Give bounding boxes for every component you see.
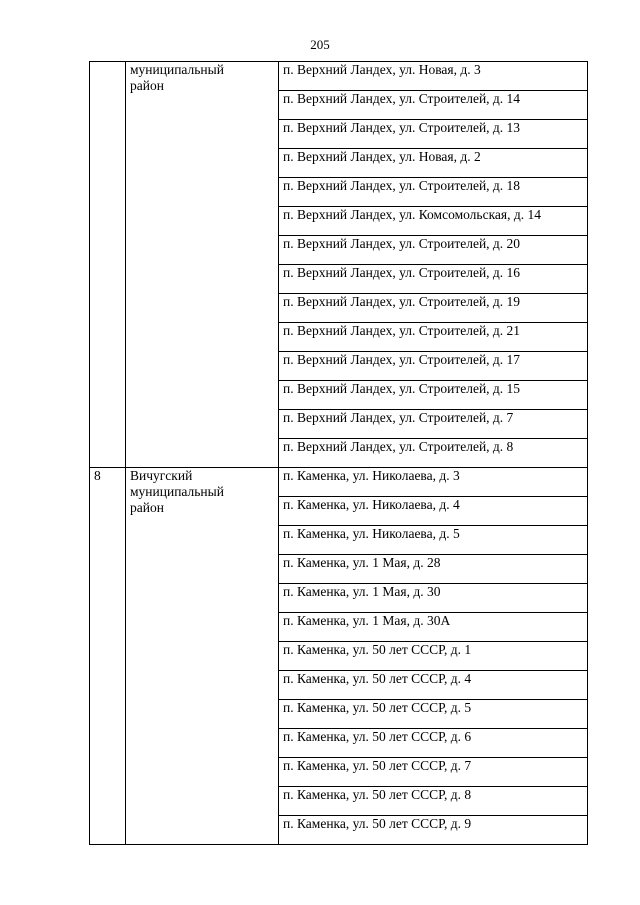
address-cell: п. Верхний Ландех, ул. Строителей, д. 8 <box>279 439 588 468</box>
address-cell: п. Верхний Ландех, ул. Строителей, д. 20 <box>279 236 588 265</box>
address-cell: п. Каменка, ул. 50 лет СССР, д. 7 <box>279 758 588 787</box>
district-name-line: муниципальный <box>130 484 224 499</box>
address-cell: п. Верхний Ландех, ул. Строителей, д. 18 <box>279 178 588 207</box>
address-cell: п. Каменка, ул. 1 Мая, д. 28 <box>279 555 588 584</box>
address-cell: п. Верхний Ландех, ул. Строителей, д. 7 <box>279 410 588 439</box>
address-cell: п. Каменка, ул. 50 лет СССР, д. 4 <box>279 671 588 700</box>
address-cell: п. Каменка, ул. 50 лет СССР, д. 5 <box>279 700 588 729</box>
address-cell: п. Верхний Ландех, ул. Строителей, д. 17 <box>279 352 588 381</box>
address-cell: п. Каменка, ул. 50 лет СССР, д. 8 <box>279 787 588 816</box>
district-cell <box>126 62 279 468</box>
address-cell: п. Верхний Ландех, ул. Строителей, д. 15 <box>279 381 588 410</box>
address-table <box>89 61 588 845</box>
table-row <box>90 468 588 497</box>
address-cell: п. Верхний Ландех, ул. Строителей, д. 21 <box>279 323 588 352</box>
district-name-line: район <box>130 78 164 93</box>
district-name-line: муниципальный <box>130 62 224 77</box>
district-name-line: район <box>130 500 164 515</box>
page-number: 205 <box>310 37 330 52</box>
table-row <box>90 62 588 91</box>
address-cell: п. Каменка, ул. 1 Мая, д. 30А <box>279 613 588 642</box>
address-cell: п. Верхний Ландех, ул. Новая, д. 2 <box>279 149 588 178</box>
address-cell: п. Верхний Ландех, ул. Комсомольская, д. 14 <box>279 207 588 236</box>
address-cell: п. Каменка, ул. 50 лет СССР, д. 1 <box>279 642 588 671</box>
address-cell: п. Верхний Ландех, ул. Строителей, д. 16 <box>279 265 588 294</box>
address-cell: п. Каменка, ул. Николаева, д. 5 <box>279 526 588 555</box>
address-cell: п. Каменка, ул. 50 лет СССР, д. 6 <box>279 729 588 758</box>
address-cell: п. Каменка, ул. Николаева, д. 3 <box>279 468 588 497</box>
address-cell: п. Верхний Ландех, ул. Новая, д. 3 <box>279 62 588 91</box>
row-number-cell <box>90 62 126 468</box>
address-cell: п. Верхний Ландех, ул. Строителей, д. 13 <box>279 120 588 149</box>
address-cell: п. Каменка, ул. Николаева, д. 4 <box>279 497 588 526</box>
district-name-line: Вичугский <box>130 468 193 483</box>
address-table-body <box>90 62 588 845</box>
row-number-cell: 8 <box>90 468 126 845</box>
address-cell: п. Верхний Ландех, ул. Строителей, д. 14 <box>279 91 588 120</box>
district-cell <box>126 468 279 845</box>
address-cell: п. Каменка, ул. 50 лет СССР, д. 9 <box>279 816 588 845</box>
address-cell: п. Верхний Ландех, ул. Строителей, д. 19 <box>279 294 588 323</box>
address-cell: п. Каменка, ул. 1 Мая, д. 30 <box>279 584 588 613</box>
